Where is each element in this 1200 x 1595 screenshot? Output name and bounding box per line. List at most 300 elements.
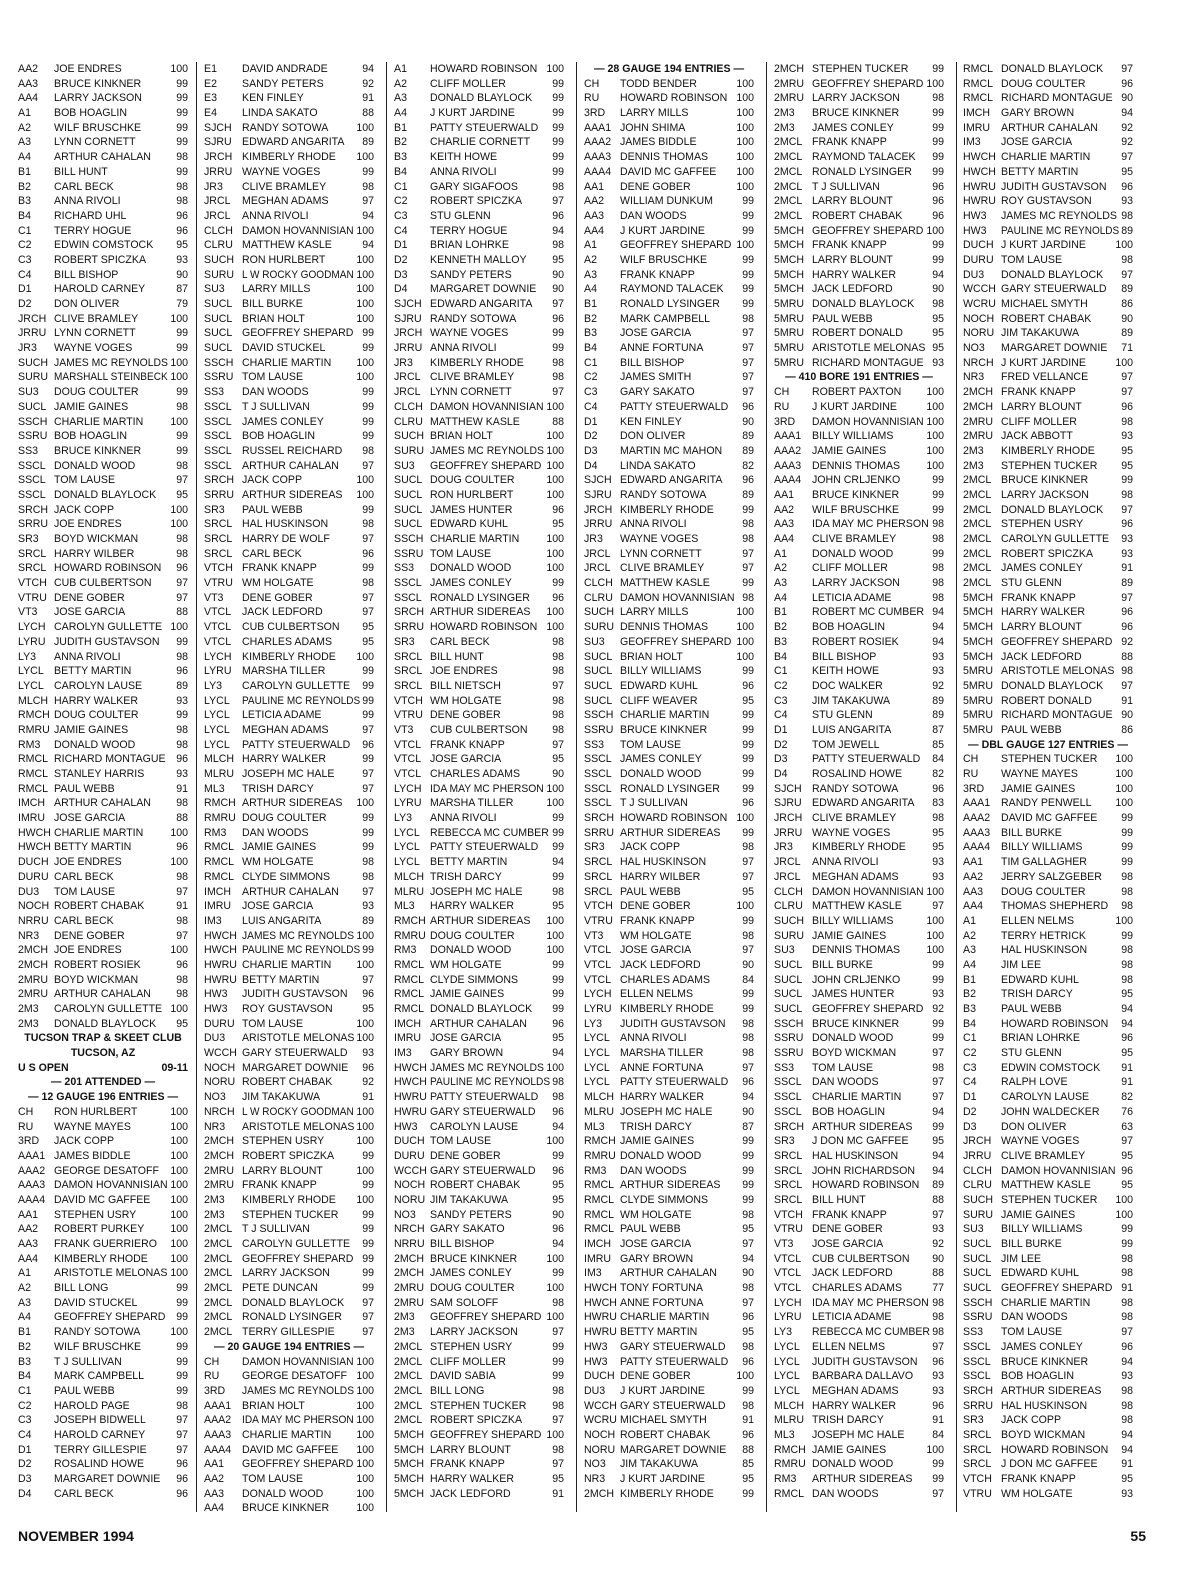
class-code: NR3 [584,1473,606,1485]
score: 98 [552,1443,564,1456]
class-code: 5MCH [963,621,994,634]
class-code: RMCL [963,63,994,75]
score: 93 [1121,547,1133,560]
class-code: JRCL [774,870,801,883]
result-row [18,1487,188,1502]
shooter-name: ANNA RIVOLI [430,812,497,825]
shooter-name: KEN FINLEY [242,92,304,105]
result-row [204,1002,374,1017]
class-code: LY3 [584,1017,603,1030]
score: 99 [552,107,564,120]
result-row [204,826,374,841]
result-row [204,1046,374,1061]
shooter-name: JOSE GARCIA [812,1238,884,1250]
result-row [394,429,564,444]
class-code: CLCH [963,1164,992,1177]
shooter-name: ARTHUR SIDEREAS [620,1179,721,1192]
shooter-name: GARY STEUERWALD [430,1164,536,1177]
result-row [394,708,564,723]
result-row [584,620,754,635]
score: 92 [932,1238,944,1250]
class-code: 2MCH [204,1149,235,1162]
class-code: RU [18,1120,34,1133]
class-code: LYRU [394,797,422,810]
shooter-name: PAUL WEBB [620,1223,681,1236]
result-row [18,532,188,547]
result-row [204,532,374,547]
score: 91 [1121,1061,1133,1074]
shooter-name: J KURT JARDINE [430,107,515,120]
class-code: JRCL [584,562,611,575]
score: 97 [362,885,374,898]
class-code: A1 [18,1267,31,1280]
score: 97 [552,1458,564,1471]
class-code: DURU [963,253,994,266]
class-code: SSCL [774,1076,802,1089]
class-code: D3 [18,1473,32,1486]
score: 96 [1121,180,1133,193]
score: 94 [552,224,564,237]
result-row [584,973,754,988]
score: 100 [170,63,188,75]
class-code: RMRU [18,723,50,736]
shooter-name: GEOFFREY SHEPARD [54,1311,166,1324]
score: 90 [742,958,754,971]
score: 99 [362,415,374,428]
result-row [584,532,754,547]
result-row [204,165,374,180]
shooter-name: JAMES MC REYNOLDS [242,1384,355,1397]
result-row [963,1443,1133,1458]
class-code: A1 [584,239,597,252]
result-row [584,356,754,371]
score: 89 [1121,283,1133,296]
class-code: CH [963,753,979,766]
score: 97 [552,679,564,692]
result-row [204,488,374,503]
class-code: SURU [963,1208,994,1221]
class-code: NO3 [394,1208,416,1221]
score: 91 [176,782,188,795]
result-row [18,297,188,312]
shooter-name: LINDA SAKATO [620,459,696,472]
result-row [18,180,188,195]
shooter-name: BARBARA DALLAVO [812,1370,914,1383]
shooter-name: CLIFF MOLLER [812,562,888,575]
shooter-name: EDWARD KUHL [1001,973,1079,986]
class-code: CLRU [963,1179,992,1192]
class-code: SR3 [394,635,415,648]
class-code: JRCL [204,209,231,222]
shooter-name: FRANK KNAPP [812,136,887,149]
shooter-name: FRANK GUERRIERO [54,1238,158,1251]
result-row [584,370,754,385]
class-code: C4 [584,400,598,413]
shooter-name: PAUL WEBB [54,1384,115,1397]
class-code: SRCL [774,1179,803,1192]
result-row [963,400,1133,415]
result-row [18,1369,188,1384]
event-date: 09-11 [161,1061,188,1074]
score: 100 [1115,356,1133,369]
score: 99 [362,430,374,443]
result-row [584,1164,754,1179]
class-code: JRCL [774,856,801,869]
class-code: SRCH [774,1120,805,1133]
result-row [774,679,944,694]
shooter-name: JOSE GARCIA [54,606,126,619]
score: 100 [926,77,944,90]
result-row [774,341,944,356]
score: 91 [552,1487,564,1500]
result-row [584,135,754,150]
score: 95 [552,1179,564,1192]
class-code: NOCH [394,1179,426,1192]
class-code: 2MCL [963,577,992,590]
score: 97 [362,195,374,208]
shooter-name: ARISTOTLE MELONAS [242,1120,355,1133]
class-code: 2MRU [394,1282,425,1295]
score: 99 [552,812,564,825]
score: 100 [736,180,754,193]
shooter-name: GARY BROWN [620,1252,694,1265]
score: 95 [362,1003,374,1015]
shooter-name: TERRY GILLESPIE [242,1326,335,1339]
shooter-name: MARGARET DOWNIE [620,1443,727,1456]
class-code: AAA1 [774,430,802,443]
class-code: MLCH [584,1091,615,1104]
class-code: 5MRU [774,298,805,310]
score: 100 [546,430,564,443]
result-row [18,1105,188,1120]
score: 100 [356,474,374,487]
result-row [584,209,754,224]
score: 84 [742,973,754,986]
result-row [774,312,944,327]
shooter-name: STEPHEN TUCKER [812,63,909,75]
score: 100 [926,444,944,457]
shooter-name: BRUCE KINKNER [620,723,708,736]
score: 98 [932,1296,944,1309]
class-code: RMCL [394,1003,425,1015]
class-code: AA3 [18,77,39,90]
shooter-name: RANDY SOTOWA [430,312,517,325]
result-row [963,1134,1133,1149]
score: 99 [932,488,944,501]
score: 99 [362,694,374,707]
class-code: CH [774,386,790,399]
result-row [584,1384,754,1399]
score: 90 [932,1252,944,1265]
result-row [584,855,754,870]
score: 100 [356,1193,374,1206]
result-row [394,253,564,268]
score: 99 [932,107,944,120]
score: 99 [362,812,374,825]
result-row [584,1428,754,1443]
score: 93 [932,1223,944,1236]
class-code: SSCL [774,1105,802,1118]
result-row [963,209,1133,224]
score: 99 [742,665,754,678]
result-row [394,209,564,224]
score: 98 [176,459,188,472]
class-code: SRCL [18,562,47,575]
class-code: AA2 [774,503,795,516]
result-row [774,106,944,121]
shooter-name: BOB HOAGLIN [242,430,315,443]
result-row [18,708,188,723]
score: 97 [742,342,754,355]
score: 99 [362,165,374,178]
result-row [204,723,374,738]
shooter-name: ANNE FORTUNA [620,1296,704,1309]
score: 89 [742,488,754,501]
score: 96 [362,988,374,1001]
result-row [204,855,374,870]
result-row [18,752,188,767]
class-code: SS3 [394,562,415,575]
score: 98 [1121,973,1133,986]
class-code: HWRU [963,195,996,208]
result-row [204,503,374,518]
score: 95 [932,342,944,355]
result-row [774,576,944,591]
score: 97 [1121,1326,1133,1339]
score: 99 [742,298,754,310]
result-row [204,547,374,562]
shooter-name: MARGARET DOWNIE [430,283,537,296]
score: 99 [362,327,374,340]
result-row [204,1075,374,1090]
score: 93 [176,768,188,780]
score: 100 [170,1135,188,1148]
result-row [204,605,374,620]
shooter-name: GEOFFREY SHEPARD [430,1428,542,1441]
class-code: C3 [584,386,598,399]
class-code: AAA3 [774,459,802,472]
score: 98 [176,400,188,413]
score: 98 [1121,253,1133,266]
class-code: AAA2 [774,444,802,457]
score: 97 [362,782,374,795]
shooter-name: FRANK KNAPP [242,1179,317,1192]
result-row [963,885,1133,900]
score: 98 [742,1208,754,1221]
class-code: RMRU [204,812,236,825]
score: 100 [926,400,944,413]
shooter-name: MARSHA TILLER [242,665,326,678]
result-row [204,840,374,855]
score: 90 [742,415,754,428]
score: 99 [742,195,754,208]
footer-issue-date: NOVEMBER 1994 [18,1528,134,1544]
result-row [963,341,1133,356]
shooter-name: JOSEPH MC HALE [620,1105,713,1118]
result-row [584,767,754,782]
class-code: VTCL [774,1282,802,1295]
result-row [204,708,374,723]
class-code: AAA3 [584,151,612,164]
class-code: B1 [584,298,597,310]
shooter-name: PAULINE MC REYNOLDS [242,944,361,957]
result-row [963,194,1133,209]
score: 96 [1121,606,1133,619]
class-code: NORU [204,1076,236,1089]
shooter-name: PATTY STEUERWALD [620,400,729,413]
result-row [774,282,944,297]
class-code: 2MRU [204,1179,235,1192]
class-code: B2 [774,621,787,634]
shooter-name: JAMIE GAINES [812,1443,887,1456]
result-row [963,1325,1133,1340]
class-code: D4 [584,459,598,472]
shooter-name: DONALD BLAYLOCK [1001,679,1104,692]
score: 100 [736,92,754,105]
shooter-name: HAL HUSKINSON [1001,944,1088,957]
score: 99 [742,268,754,281]
class-code: LYCL [394,856,420,869]
class-code: HW3 [204,1003,228,1015]
shooter-name: JIM LEE [1001,1252,1042,1265]
score: 99 [176,327,188,340]
result-row [18,356,188,371]
shooter-name: ROBERT CHABAK [430,1179,521,1192]
class-code: RMCL [963,92,994,105]
score: 99 [362,400,374,413]
score: 93 [932,988,944,1001]
shooter-name: MARGARET DOWNIE [242,1061,349,1074]
result-row [18,1443,188,1458]
score: 99 [176,77,188,90]
shooter-name: SANDY PETERS [430,1208,512,1221]
class-code: SRRU [18,518,49,531]
class-code: JRRU [18,327,47,340]
shooter-name: CARL BECK [430,635,490,648]
result-row [584,1369,754,1384]
shooter-name: CLYDE SIMMONS [620,1193,709,1206]
score: 98 [1121,209,1133,222]
shooter-name: CAROLYN GULLETTE [242,679,351,692]
score: 98 [176,797,188,810]
class-code: AA3 [584,209,605,222]
result-row [584,77,754,92]
results-column [963,62,1133,1501]
shooter-name: JIM TAKAKUWA [1001,327,1080,340]
shooter-name: DAMON HOVANNISIAN [54,1179,168,1192]
score: 96 [552,591,564,604]
score: 98 [932,1311,944,1324]
result-row [18,1340,188,1355]
score: 100 [356,1428,374,1441]
result-row [394,914,564,929]
class-code: SSCL [204,459,232,472]
result-row [963,752,1133,767]
class-code: 2MRU [963,415,994,428]
score: 96 [176,753,188,766]
class-code: 2MCH [394,1267,425,1280]
score: 100 [1115,1193,1133,1206]
shooter-name: REBECCA MC CUMBER [812,1326,930,1339]
result-row [774,180,944,195]
class-code: A3 [963,944,976,957]
result-row [963,224,1133,239]
shooter-name: WM HOLGATE [430,958,502,971]
class-code: NOCH [584,1428,616,1441]
class-code: SRCL [394,679,423,692]
result-row [204,1325,374,1340]
shooter-name: CHARLES ADAMS [620,973,711,986]
class-code: CLRU [774,900,803,913]
class-code: DUCH [394,1135,425,1148]
shooter-name: ANNA RIVOLI [430,165,497,178]
class-code: SSCL [394,577,422,590]
score: 95 [742,1223,754,1236]
result-row [394,1487,564,1502]
score: 97 [1121,1135,1133,1148]
shooter-name: HARRY WALKER [54,694,138,707]
shooter-name: BILL HUNT [812,1193,866,1206]
shooter-name: HAL HUSKINSON [812,1149,899,1162]
class-code: SR3 [774,1135,795,1148]
shooter-name: BRIAN HOLT [620,650,683,663]
shooter-name: L W ROCKY GOODMAN [242,268,354,281]
result-row [774,503,944,518]
class-code: SJRU [394,312,422,325]
result-row [774,855,944,870]
shooter-name: ROBERT DONALD [812,327,903,340]
score: 99 [932,63,944,75]
class-code: SUCL [394,503,423,516]
class-code: B4 [774,650,787,663]
result-row [963,429,1133,444]
score: 99 [176,635,188,648]
result-row [963,1310,1133,1325]
shooter-name: BILL BISHOP [430,1238,495,1250]
class-code: 2MCL [394,1399,423,1412]
result-row [18,444,188,459]
result-row [584,694,754,709]
shooter-name: DOUG COULTER [242,812,327,825]
shooter-name: DAVID MC GAFFEE [620,165,717,178]
result-row [204,91,374,106]
class-code: JRRU [394,342,423,355]
result-row [774,885,944,900]
shooter-name: MARK CAMPBELL [54,1370,145,1383]
class-code: MLCH [774,1399,805,1412]
score: 98 [742,1340,754,1353]
shooter-name: STEPHEN USRY [1001,518,1084,531]
result-row [774,826,944,841]
class-code: SRCL [963,1428,992,1441]
shooter-name: JUDITH GUSTAVSON [242,988,348,1001]
class-code: SUCL [963,1282,992,1295]
result-row [204,929,374,944]
class-code: VTCL [394,753,422,766]
score: 100 [170,312,188,325]
class-code: SSCL [963,1370,991,1383]
score: 92 [362,1076,374,1089]
result-row [204,679,374,694]
result-row [18,121,188,136]
class-code: LYCL [204,723,230,736]
shooter-name: HARRY WALKER [812,268,896,281]
score: 98 [1121,1311,1133,1324]
class-code: LYCH [774,1296,802,1309]
shooter-name: CHARLES ADAMS [430,768,521,780]
class-code: C1 [584,356,598,369]
result-row [774,1178,944,1193]
